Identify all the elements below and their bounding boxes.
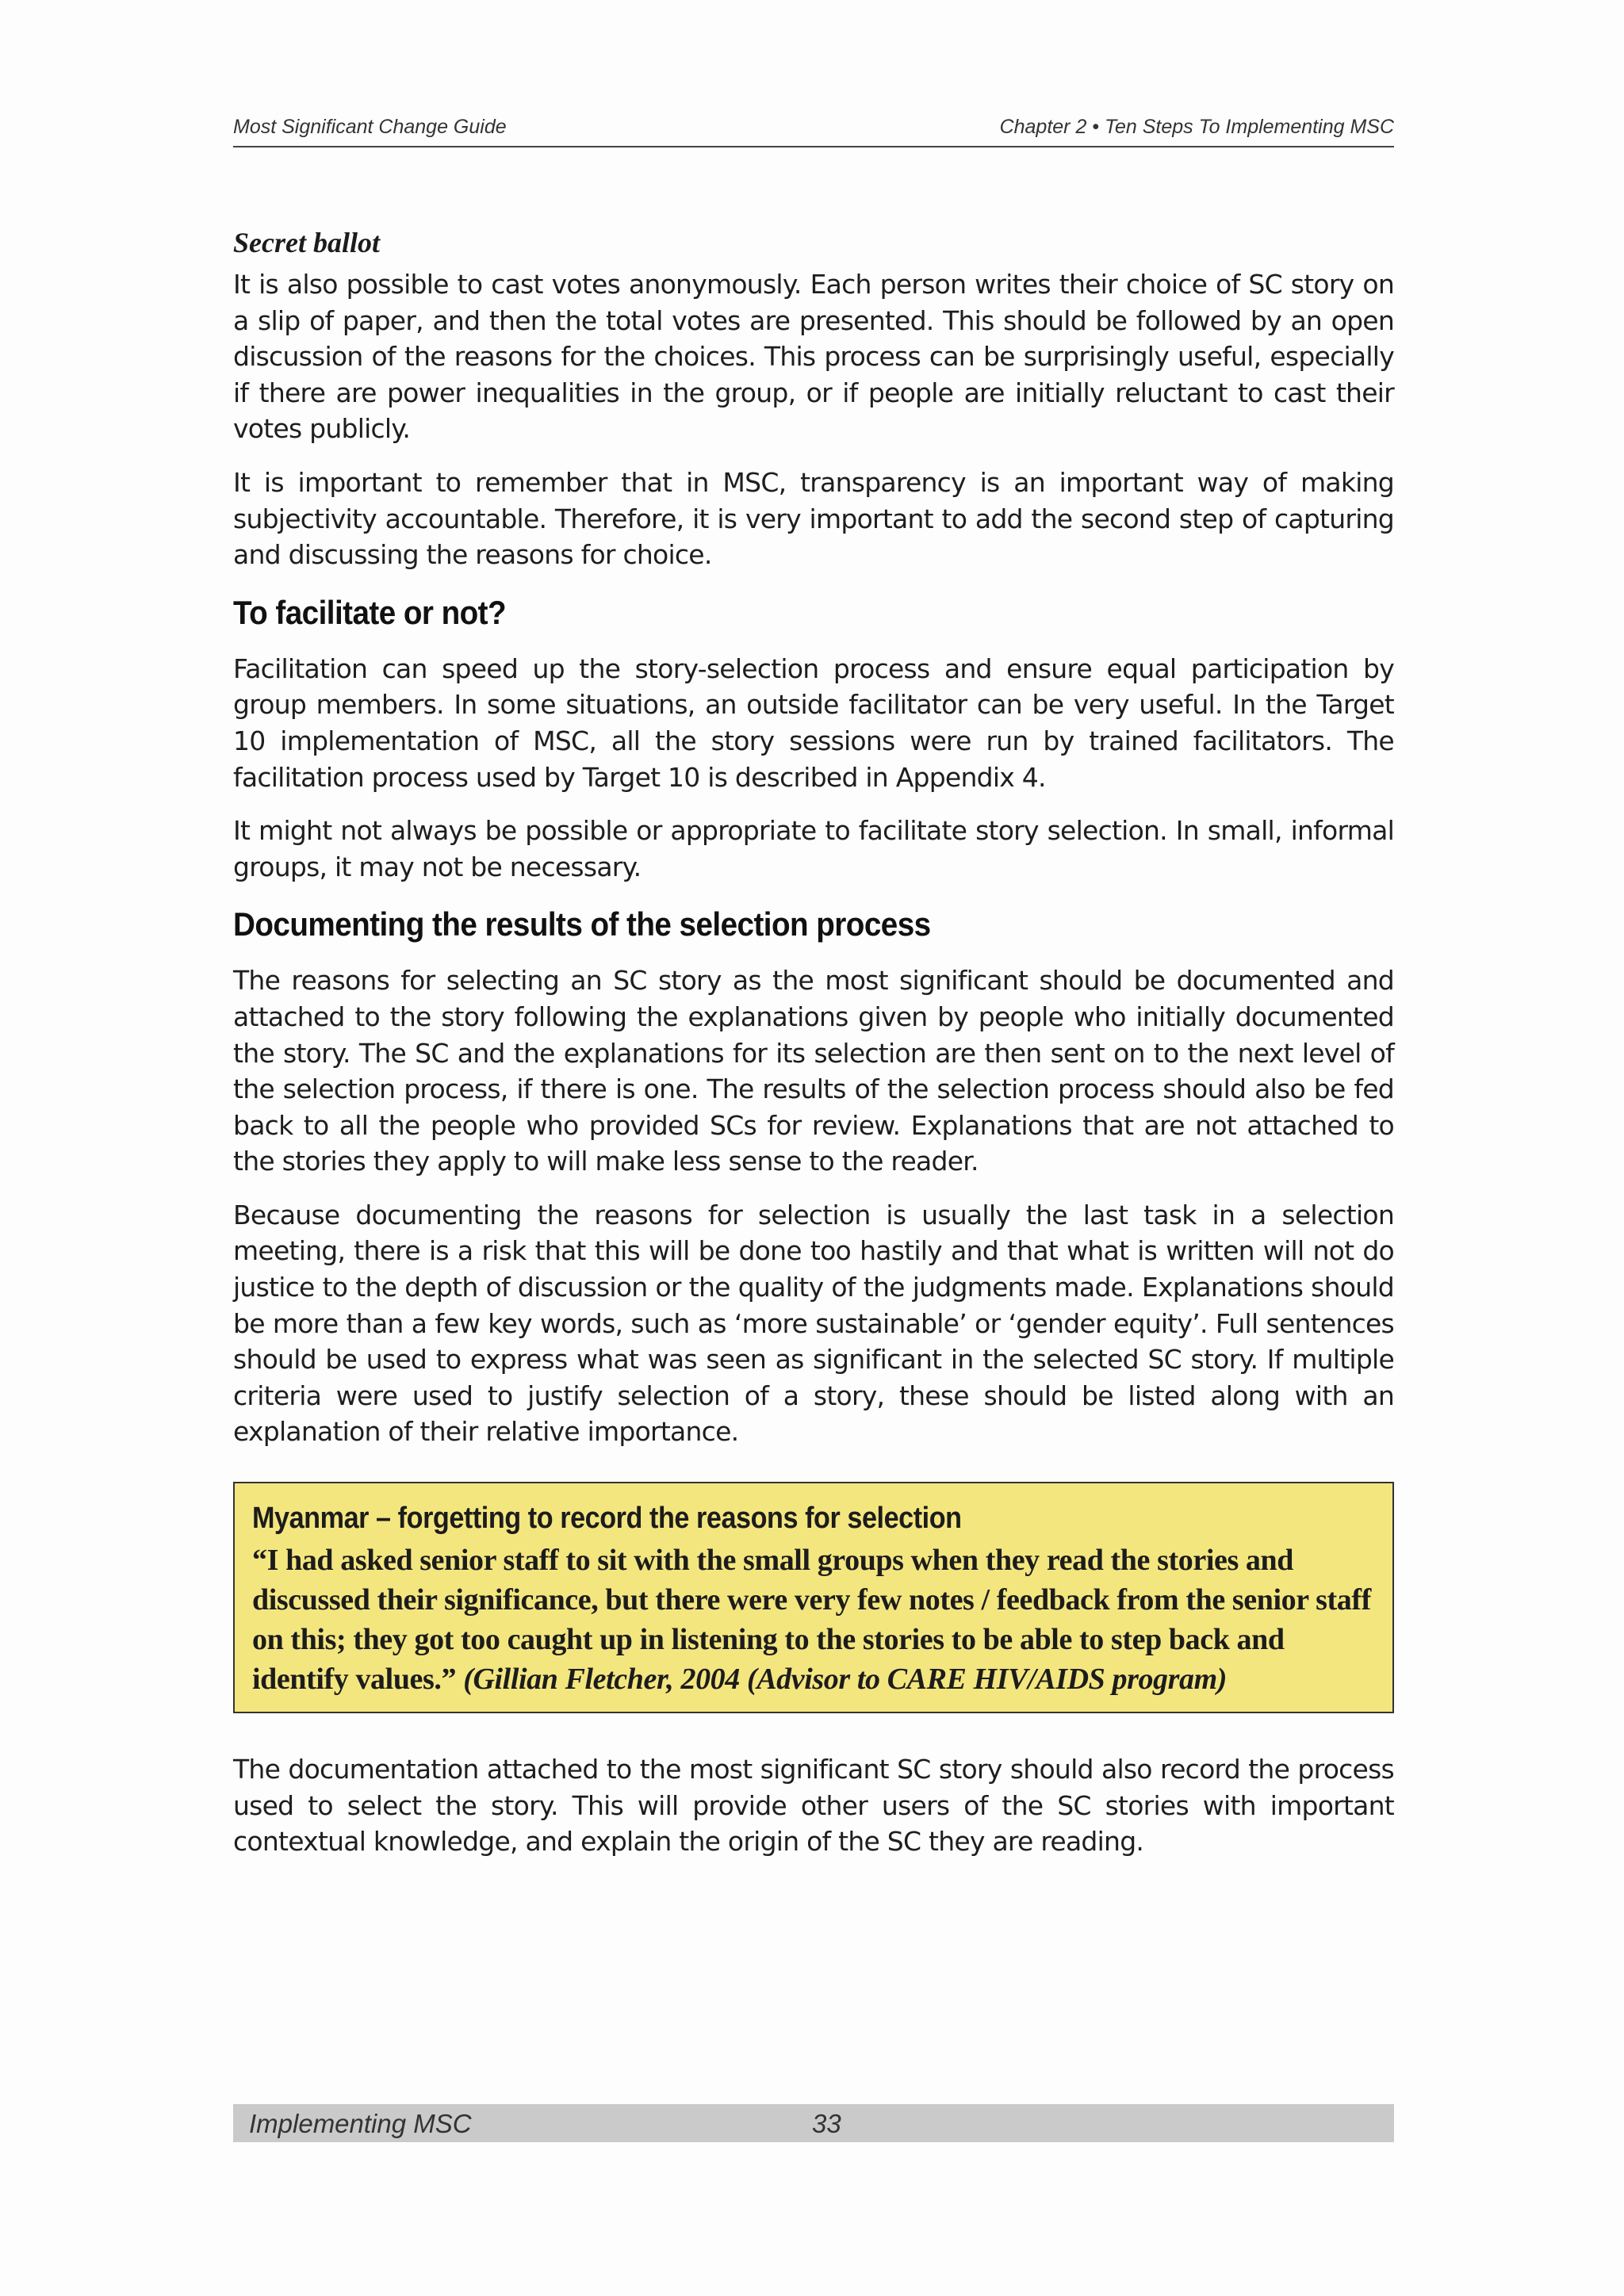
running-header: [233, 116, 1394, 147]
header-chapter-title: Chapter 2 • Ten Steps To Implementing MSC: [999, 116, 1394, 138]
facilitate-heading: To facilitate or not?: [233, 593, 507, 631]
facilitate-paragraph-2: It might not always be possible or appropriate to facilitate story selection. In small, informal groups, it may not be necessary.: [233, 815, 1394, 882]
callout-quote-text: “I had asked senior staff to sit with the small groups when they read the stories and discussed their significance, but there were very few notes / feedback from the senior staff on this; they got too caught up in listening to the stories to be able to step back and identify values.”: [252, 1544, 1371, 1697]
page-number: 33: [812, 2109, 841, 2138]
header-guide-title: Most Significant Change Guide: [233, 116, 507, 138]
documenting-heading: Documenting the results of the selection process: [233, 905, 931, 943]
documenting-paragraph-1: The reasons for selecting an SC story as the most significant should be documented and attached to the story following the explanations given by people who initially documented the story. The SC and the explanations for its selection are then sent on to the next level of the selection process, if there is one. The results of the selection process should also be fed back to all the people who provided SCs for review. Explanations that are not attached to the stories they apply to will make less sense to the reader.: [233, 965, 1394, 1177]
closing-paragraph: The documentation attached to the most significant SC story should also record the process used to select the story. This will provide other users of the SC stories with important contextual knowledge, and explain the origin of the SC they are reading.: [233, 1754, 1394, 1858]
documenting-paragraph-2: Because documenting the reasons for selection is usually the last task in a selection meeting, there is a risk that this will be done too hastily and that what is written will not do justice to the depth of discussion or the quality of the judgments made. Explanations should be more than a few key words, such as ‘more sustainable’ or ‘gender equity’. Full sentences should be used to express what was seen as significant in the selected SC story. If multiple criteria were used to justify selection of a story, these should be listed along with an explanation of their relative importance.: [233, 1199, 1394, 1448]
facilitate-paragraph-1: Facilitation can speed up the story-selection process and ensure equal participation by group members. In some situations, an outside facilitator can be very useful. In the Target 10 implementation of MSC, all the story sessions were run by trained facilitators. The facilitation process used by Target 10 is described in Appendix 4.: [233, 652, 1394, 793]
callout-title: Myanmar – forgetting to record the reasons for selection: [252, 1502, 962, 1536]
callout-quote: [252, 1540, 1375, 1699]
secret-ballot-subheading: Secret ballot: [233, 227, 380, 258]
secret-ballot-paragraph-2: It is important to remember that in MSC, transparency is an important way of making subjectivity accountable. Therefore, it is very important to add the second step of capturing and discussing the reasons for choice.: [233, 466, 1394, 571]
page-content: [233, 224, 1394, 1877]
secret-ballot-paragraph-1: It is also possible to cast votes anonymously. Each person writes their choice of SC story on a slip of paper, and then the total votes are presented. This should be followed by an open discussion of the reasons for the choices. This process can be surprisingly useful, especially if there are power inequalities in the group, or if people are initially reluctant to cast their votes publicly.: [233, 269, 1394, 445]
callout-attribution: (Gillian Fletcher, 2004 (Advisor to CARE HIV/AIDS program): [463, 1663, 1228, 1697]
document-page: [233, 0, 1394, 2296]
running-footer: [233, 2104, 1394, 2142]
myanmar-callout-box: [233, 1482, 1394, 1713]
footer-section-title: Implementing MSC: [249, 2109, 472, 2138]
